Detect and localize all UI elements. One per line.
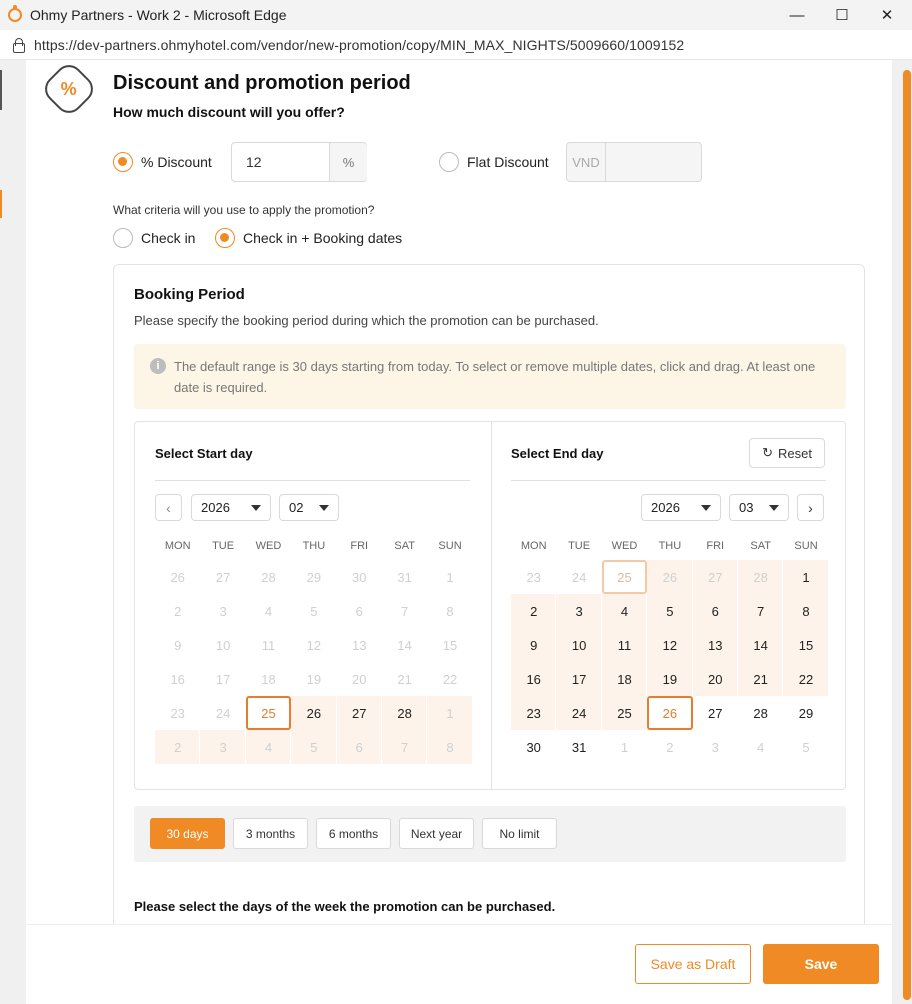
start-dow-wed: WED (255, 540, 282, 552)
end-day-heading: Select End day (511, 446, 604, 461)
end-dow-tue: TUE (568, 540, 591, 552)
start-day-cell[interactable]: 2 (174, 603, 182, 619)
start-day-cell[interactable]: 7 (382, 730, 427, 764)
end-day-cell[interactable]: 19 (647, 662, 692, 696)
start-day-cell[interactable]: 13 (352, 637, 367, 653)
start-day-cell[interactable]: 8 (446, 603, 454, 619)
end-day-cell[interactable]: 4 (757, 739, 765, 755)
end-day-cell[interactable]: 26 (647, 560, 692, 594)
app-logo-icon (8, 8, 22, 22)
start-day-cell[interactable]: 5 (310, 603, 318, 619)
end-day-cell[interactable]: 25 (602, 560, 647, 594)
start-dow-sun: SUN (438, 540, 462, 552)
discount-badge-icon: % (39, 60, 98, 119)
address-bar[interactable] (0, 30, 912, 60)
start-day-cell[interactable]: 1 (446, 569, 454, 585)
start-day-cell[interactable]: 28 (261, 569, 276, 585)
end-day-cell[interactable]: 28 (738, 560, 783, 594)
end-year-select[interactable]: 2026 (641, 494, 721, 521)
end-day-cell[interactable]: 6 (693, 594, 738, 628)
flat-discount-input[interactable] (566, 142, 702, 182)
start-day-cell[interactable]: 8 (427, 730, 472, 764)
end-day-cell[interactable]: 26 (647, 696, 692, 730)
end-day-cell[interactable]: 27 (708, 705, 723, 721)
percent-discount-radio[interactable] (113, 152, 133, 172)
end-day-cell[interactable]: 20 (693, 662, 738, 696)
start-day-cell[interactable]: 6 (355, 603, 363, 619)
url-text: https://dev-partners.ohmyhotel.com/vendor/new-promotion/copy/MIN_MAX_NIGHTS/5009660/1009152 (34, 36, 685, 53)
start-day-cell[interactable]: 26 (170, 569, 185, 585)
end-day-cell[interactable]: 23 (511, 696, 556, 730)
end-day-cell[interactable]: 9 (511, 628, 556, 662)
end-day-cell[interactable]: 2 (511, 594, 556, 628)
start-day-cell[interactable]: 1 (427, 696, 472, 730)
start-dow-sat: SAT (394, 540, 415, 552)
start-day-cell[interactable]: 10 (215, 637, 231, 653)
promotion-modal (26, 60, 892, 924)
end-day-cell[interactable]: 2 (666, 739, 674, 755)
end-dow-sat: SAT (750, 540, 771, 552)
weekdays-title: Please select the days of the week the promotion can be purchased. (134, 899, 556, 914)
end-day-cell[interactable]: 27 (693, 560, 738, 594)
discount-question: How much discount will you offer? (113, 104, 345, 120)
end-day-cell[interactable]: 3 (556, 594, 601, 628)
end-dow-thu: THU (658, 540, 682, 552)
range-presets (134, 806, 846, 862)
lock-icon (10, 37, 26, 53)
end-day-cell[interactable]: 7 (738, 594, 783, 628)
start-day-cell[interactable]: 28 (382, 696, 427, 730)
start-calendar-grid (155, 540, 473, 764)
start-day-cell[interactable]: 26 (291, 696, 336, 730)
start-day-cell[interactable]: 3 (200, 730, 245, 764)
maximize-icon[interactable]: ☐ (835, 7, 849, 24)
start-day-cell[interactable]: 17 (215, 671, 231, 687)
end-day-cell[interactable]: 13 (693, 628, 738, 662)
modal-footer (26, 924, 892, 1004)
checkin-radio[interactable] (113, 228, 133, 248)
flat-discount-label: Flat Discount (467, 154, 549, 170)
booking-period-desc: Please specify the booking period during which the promotion can be purchased. (134, 313, 599, 328)
criteria-question: What criteria will you use to apply the promotion? (113, 203, 375, 217)
start-dow-tue: TUE (212, 540, 235, 552)
end-day-cell[interactable]: 30 (526, 739, 541, 755)
preset-30-days[interactable]: 30 days (150, 818, 225, 849)
end-dow-sun: SUN (794, 540, 818, 552)
checkin-booking-label: Check in + Booking dates (243, 230, 403, 246)
end-day-cell[interactable]: 16 (511, 662, 556, 696)
start-dow-mon: MON (164, 540, 191, 552)
end-day-cell[interactable]: 8 (783, 594, 828, 628)
end-day-cell[interactable]: 23 (526, 569, 541, 585)
scrollbar-thumb[interactable] (903, 70, 911, 1000)
flat-discount-radio[interactable] (439, 152, 459, 172)
start-month-select[interactable]: 02 (279, 494, 339, 521)
start-day-cell[interactable]: 14 (397, 637, 412, 653)
start-day-cell[interactable]: 12 (306, 637, 322, 653)
end-dow-mon: MON (520, 540, 547, 552)
window-title: Ohmy Partners - Work 2 - Microsoft Edge (30, 7, 287, 23)
left-background (0, 60, 26, 1004)
next-month-button[interactable]: › (797, 494, 824, 521)
start-dow-thu: THU (302, 540, 326, 552)
end-dow-fri: FRI (706, 540, 725, 552)
info-text: The default range is 30 days starting from today. To select or remove multiple dates, click and drag. At least one date is required. (174, 359, 816, 395)
preset-no-limit[interactable]: No limit (482, 818, 557, 849)
vnd-prefix: VND (567, 143, 606, 181)
percent-discount-value: 12 (246, 154, 262, 170)
refresh-icon: ↻ (762, 445, 773, 460)
start-day-cell[interactable]: 20 (352, 671, 367, 687)
end-day-cell[interactable]: 21 (738, 662, 783, 696)
start-day-cell[interactable]: 22 (442, 671, 458, 687)
preset-3-months[interactable]: 3 months (233, 818, 308, 849)
start-day-cell[interactable]: 27 (215, 569, 231, 585)
end-day-cell[interactable]: 24 (556, 696, 601, 730)
start-day-cell[interactable]: 24 (215, 705, 231, 721)
end-month-select[interactable]: 03 (729, 494, 789, 521)
end-day-cell[interactable]: 17 (556, 662, 601, 696)
checkin-booking-radio[interactable] (215, 228, 235, 248)
end-day-cell[interactable]: 11 (602, 628, 647, 662)
end-day-cell[interactable]: 12 (647, 628, 692, 662)
start-year-select[interactable]: 2026 (191, 494, 271, 521)
start-day-cell[interactable]: 19 (306, 671, 322, 687)
start-day-cell[interactable]: 4 (246, 730, 291, 764)
start-day-cell[interactable]: 16 (170, 671, 185, 687)
start-day-cell[interactable]: 27 (337, 696, 382, 730)
start-day-cell[interactable]: 23 (170, 705, 185, 721)
info-banner (134, 344, 846, 409)
start-day-cell[interactable]: 15 (442, 637, 458, 653)
end-day-cell[interactable]: 4 (602, 594, 647, 628)
start-day-cell[interactable]: 11 (261, 637, 276, 653)
percent-discount-label: % Discount (141, 154, 212, 170)
end-day-cell[interactable]: 1 (783, 560, 828, 594)
reset-button[interactable]: ↻ Reset (749, 438, 825, 468)
start-day-cell[interactable]: 31 (397, 569, 412, 585)
end-day-cell[interactable]: 25 (602, 696, 647, 730)
start-day-cell[interactable]: 9 (174, 637, 182, 653)
prev-month-button[interactable]: ‹ (155, 494, 182, 521)
start-day-cell[interactable]: 7 (401, 603, 409, 619)
end-day-cell[interactable]: 15 (783, 628, 828, 662)
percent-suffix: % (329, 143, 367, 181)
checkin-label: Check in (141, 230, 196, 246)
end-day-cell[interactable]: 29 (798, 705, 814, 721)
preset-6-months[interactable]: 6 months (316, 818, 391, 849)
save-button[interactable]: Save (763, 944, 879, 984)
date-range-calendar (134, 421, 846, 790)
save-draft-button[interactable]: Save as Draft (635, 944, 751, 984)
end-dow-wed: WED (611, 540, 638, 552)
end-day-cell[interactable]: 5 (802, 739, 810, 755)
section-title: Discount and promotion period (113, 72, 411, 94)
start-dow-fri: FRI (350, 540, 369, 552)
end-day-cell[interactable]: 18 (602, 662, 647, 696)
end-day-cell[interactable]: 3 (711, 739, 719, 755)
start-day-cell[interactable]: 30 (352, 569, 367, 585)
start-day-cell[interactable]: 21 (397, 671, 412, 687)
end-day-cell[interactable]: 1 (620, 739, 629, 755)
start-day-cell[interactable]: 4 (264, 603, 273, 619)
start-day-cell[interactable]: 18 (261, 671, 276, 687)
end-day-cell[interactable]: 28 (753, 705, 768, 721)
close-icon[interactable]: ✕ (880, 7, 894, 24)
end-day-cell[interactable]: 5 (647, 594, 692, 628)
start-day-heading: Select Start day (155, 446, 253, 461)
booking-period-card (113, 264, 865, 924)
start-day-cell[interactable]: 6 (337, 730, 382, 764)
start-day-cell[interactable]: 25 (246, 696, 291, 730)
start-day-cell[interactable]: 3 (219, 603, 227, 619)
start-day-cell[interactable]: 2 (155, 730, 200, 764)
end-day-cell[interactable]: 24 (571, 569, 587, 585)
minimize-icon[interactable]: — (789, 6, 805, 24)
end-calendar-grid (511, 540, 829, 764)
start-day-cell[interactable]: 29 (306, 569, 322, 585)
percent-discount-input[interactable] (231, 142, 367, 182)
end-day-cell[interactable]: 10 (556, 628, 601, 662)
start-day-cell[interactable]: 5 (291, 730, 336, 764)
end-day-cell[interactable]: 22 (783, 662, 828, 696)
info-icon: i (150, 358, 166, 374)
preset-next-year[interactable]: Next year (399, 818, 474, 849)
booking-period-title: Booking Period (134, 286, 245, 303)
end-day-cell[interactable]: 31 (571, 739, 587, 755)
end-day-cell[interactable]: 14 (738, 628, 783, 662)
